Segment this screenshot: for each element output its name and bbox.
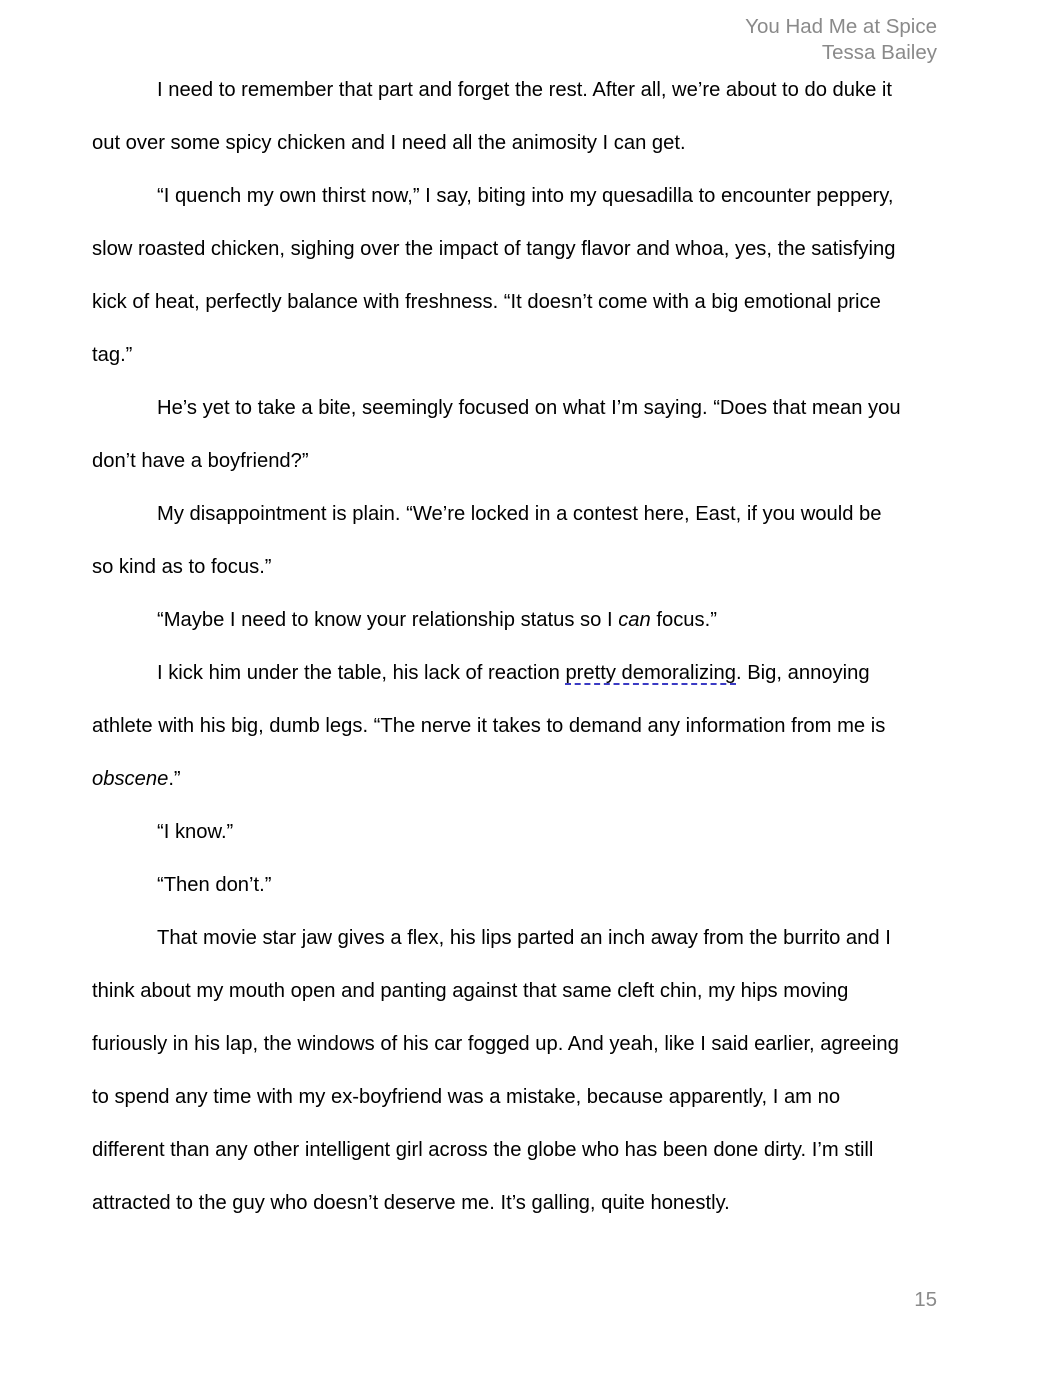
text-line: to spend any time with my ex-boyfriend was a mistake, because apparently, I am no xyxy=(92,1086,841,1108)
text-line: so kind as to focus.” xyxy=(92,556,272,578)
header-book-title: You Had Me at Spice xyxy=(745,15,937,38)
text-line: attracted to the guy who doesn’t deserve me. It’s galling, quite honestly. xyxy=(92,1192,730,1214)
paragraph xyxy=(92,806,942,859)
paragraph xyxy=(92,382,942,488)
text-run: focus.” xyxy=(650,609,717,631)
text-line: “I quench my own thirst now,” I say, biting into my quesadilla to encounter peppery, xyxy=(157,185,894,207)
paragraph xyxy=(92,488,942,594)
text-line: slow roasted chicken, sighing over the impact of tangy flavor and whoa, yes, the satisfying xyxy=(92,238,896,260)
paragraph xyxy=(92,64,942,170)
text-line: “I know.” xyxy=(157,821,234,843)
italic-emphasis: obscene xyxy=(92,768,169,790)
text-line: He’s yet to take a bite, seemingly focused on what I’m saying. “Does that mean you xyxy=(157,397,901,419)
page-number: 15 xyxy=(914,1288,937,1311)
text-run: I kick him under the table, his lack of reaction xyxy=(157,662,566,684)
text-line: athlete with his big, dumb legs. “The nerve it takes to demand any information from me is xyxy=(92,715,886,737)
text-run: .” xyxy=(168,768,181,790)
paragraph xyxy=(92,594,942,647)
paragraph xyxy=(92,170,942,382)
italic-emphasis: can xyxy=(618,609,651,631)
text-run: . Big, annoying xyxy=(736,662,870,684)
text-line xyxy=(92,647,942,700)
body-text[interactable] xyxy=(92,64,942,1230)
grammar-flag-underline[interactable]: pretty demoralizing xyxy=(565,662,736,684)
paragraph xyxy=(92,859,942,912)
text-line xyxy=(92,594,942,647)
text-line xyxy=(92,753,942,806)
paragraph xyxy=(92,647,942,806)
header-author: Tessa Bailey xyxy=(821,41,937,64)
text-line: don’t have a boyfriend?” xyxy=(92,450,309,472)
text-line: I need to remember that part and forget the rest. After all, we’re about to do duke it xyxy=(157,79,893,101)
text-line: “Then don’t.” xyxy=(157,874,272,896)
text-line: tag.” xyxy=(92,344,133,366)
paragraph xyxy=(92,912,942,1230)
text-line: think about my mouth open and panting against that same cleft chin, my hips moving xyxy=(92,980,849,1002)
running-header xyxy=(745,14,937,66)
text-line: My disappointment is plain. “We’re locked in a contest here, East, if you would be xyxy=(157,503,882,525)
text-line: furiously in his lap, the windows of his car fogged up. And yeah, like I said earlier, agreeing xyxy=(92,1033,899,1055)
text-run: “Maybe I need to know your relationship status so I xyxy=(157,609,619,631)
text-line: different than any other intelligent girl across the globe who has been done dirty. I’m still xyxy=(92,1139,874,1161)
text-line: out over some spicy chicken and I need all the animosity I can get. xyxy=(92,132,686,154)
text-line: That movie star jaw gives a flex, his lips parted an inch away from the burrito and I xyxy=(157,927,891,949)
text-line: kick of heat, perfectly balance with freshness. “It doesn’t come with a big emotional price xyxy=(92,291,881,313)
